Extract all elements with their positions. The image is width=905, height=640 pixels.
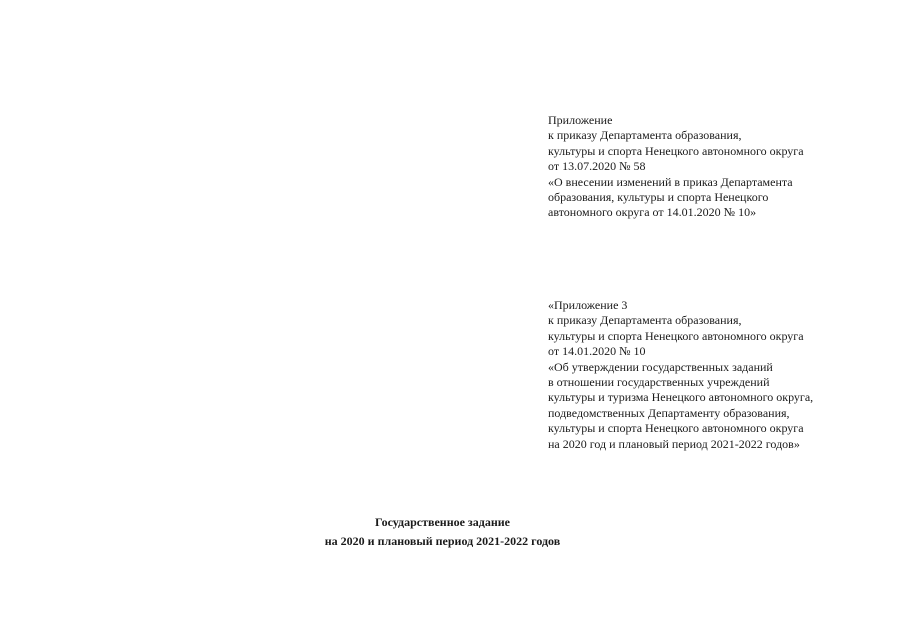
appendix-line: Приложение bbox=[548, 113, 613, 127]
appendix-line: «Об утверждении государственных заданий bbox=[548, 359, 773, 374]
appendix-line: культуры и туризма Ненецкого автономного округа, bbox=[548, 390, 814, 405]
appendix-line: культуры и спорта Ненецкого автономного округа bbox=[548, 143, 804, 158]
title-line-2: на 2020 и плановый период 2021-2022 годов bbox=[324, 534, 561, 548]
appendix-line: на 2020 год и плановый период 2021-2022 годов» bbox=[548, 436, 800, 451]
appendix-line: «О внесении изменений в приказ Департамента bbox=[548, 174, 793, 189]
appendix-line: от 13.07.2020 № 58 bbox=[548, 159, 646, 174]
appendix-header-order-58 bbox=[548, 113, 804, 221]
appendix-line: подведомственных Департаменту образования, bbox=[548, 405, 790, 420]
appendix-line: автономного округа от 14.01.2020 № 10» bbox=[548, 205, 757, 220]
title-line-1: Государственное задание bbox=[375, 515, 510, 529]
document-title bbox=[0, 513, 885, 551]
appendix-line: культуры и спорта Ненецкого автономного округа bbox=[548, 328, 804, 343]
appendix-line: к приказу Департамента образования, bbox=[548, 128, 742, 143]
appendix-line: культуры и спорта Ненецкого автономного округа bbox=[548, 421, 804, 436]
appendix-line: к приказу Департамента образования, bbox=[548, 313, 742, 328]
appendix-line: от 14.01.2020 № 10 bbox=[548, 344, 646, 359]
appendix-line: «Приложение 3 bbox=[548, 298, 628, 312]
appendix-line: в отношении государственных учреждений bbox=[548, 375, 770, 390]
appendix-3-header-order-10 bbox=[548, 298, 813, 452]
appendix-line: образования, культуры и спорта Ненецкого bbox=[548, 190, 769, 205]
